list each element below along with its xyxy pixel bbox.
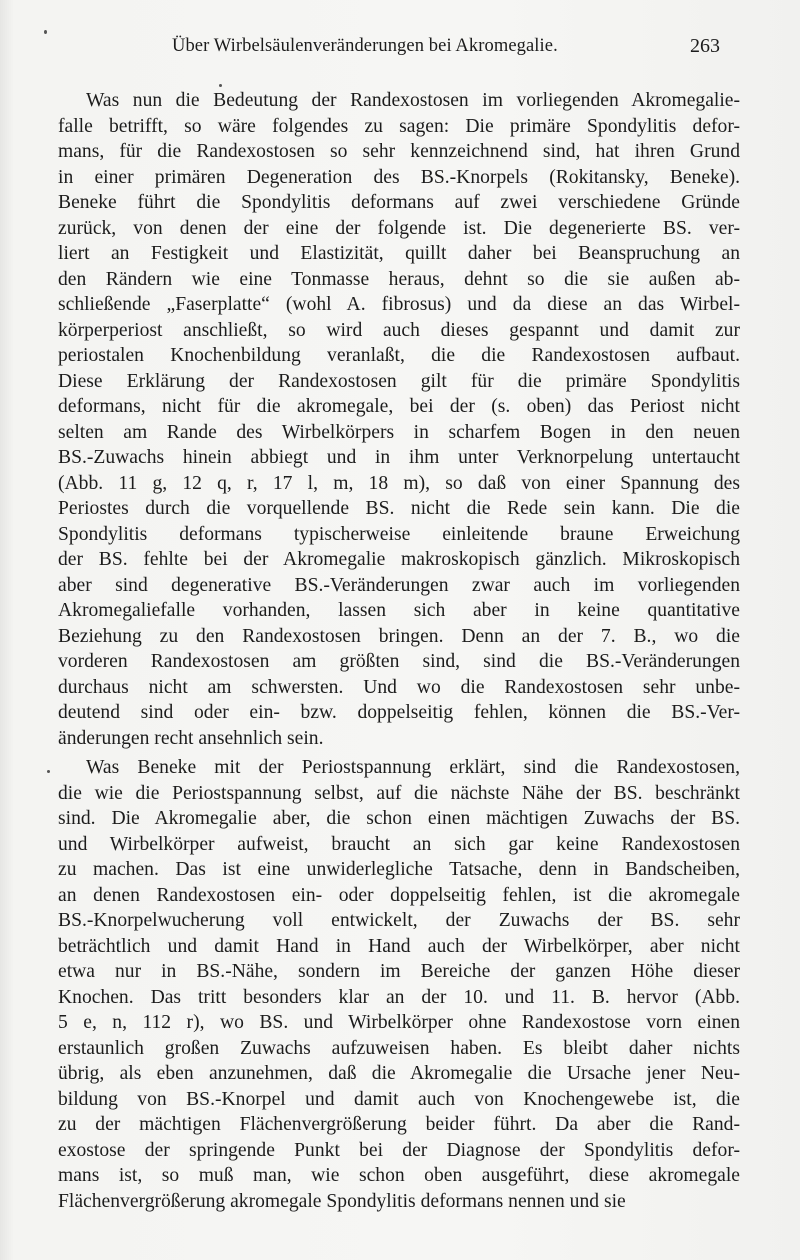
text-line: vorderen Randexostosen am größten sind, sind die BS.-Veränderungen — [58, 651, 740, 672]
text-line: liert an Festigkeit und Elastizität, quillt daher bei Beanspruchung an — [58, 243, 740, 264]
text-line: BS.-Zuwachs hinein abbiegt und in ihm unter Verknorpelung untertaucht — [58, 447, 740, 468]
text-line: deformans, nicht für die akromegale, bei der (s. oben) das Periost nicht — [58, 396, 740, 417]
text-line: schließende „Faserplatte“ (wohl A. fibrosus) und da diese an das Wirbel- — [58, 294, 740, 315]
text-line: die wie die Periostspannung selbst, auf die nächste Nähe der BS. beschränkt — [58, 782, 740, 804]
text-line: Was nun die Bedeutung der Randexostosen im vorliegenden Akromegalie- — [86, 90, 740, 111]
text-line: Diese Erklärung der Randexostosen gilt für die primäre Spondylitis — [58, 370, 740, 392]
ink-speck — [44, 30, 47, 34]
text-line: Periostes durch die vorquellende BS. nicht die Rede sein kann. Die die — [58, 498, 740, 519]
text-line: sind. Die Akromegalie aber, die schon einen mächtigen Zuwachs der BS. — [58, 808, 740, 829]
text-line: (Abb. 11 g, 12 q, r, 17 l, m, 18 m), so daß von einer Spannung des — [58, 472, 740, 494]
text-line: mans, für die Randexostosen so sehr kennzeichnend sind, hat ihren Grund — [58, 141, 740, 162]
text-line: Beziehung zu den Randexostosen bringen. Denn an der 7. B., wo die — [58, 625, 740, 647]
text-line: den Rändern wie eine Tonmasse heraus, dehnt so die sie außen ab- — [58, 268, 740, 290]
text-line: übrig, als eben anzunehmen, daß die Akromegalie die Ursache jener Neu- — [58, 1063, 740, 1084]
text-line: durchaus nicht am schwersten. Und wo die Randexostosen sehr unbe- — [58, 676, 740, 698]
text-line: an denen Randexostosen ein- oder doppelseitig fehlen, ist die akromegale — [58, 884, 740, 906]
body-text — [58, 88, 740, 1214]
page-number: 263 — [690, 35, 720, 57]
text-line: Akromegaliefalle vorhanden, lassen sich aber in keine quantitative — [58, 600, 740, 621]
text-line: änderungen recht ansehnlich sein. — [58, 727, 324, 749]
text-line: Knochen. Das tritt besonders klar an der 10. und 11. B. hervor (Abb. — [58, 986, 740, 1008]
text-line: beträchtlich und damit Hand in Hand auch der Wirbelkörper, aber nicht — [58, 935, 740, 957]
text-line: erstaunlich großen Zuwachs aufzuweisen haben. Es bleibt daher nichts — [58, 1037, 740, 1059]
page-header — [0, 36, 800, 66]
text-line: deutend sind oder ein- bzw. doppelseitig fehlen, können die BS.-Ver- — [58, 702, 740, 723]
running-title: Über Wirbelsäulenveränderungen bei Akromegalie. — [172, 36, 558, 56]
text-line: bildung von BS.-Knorpel und damit auch von Knochengewebe ist, die — [58, 1088, 740, 1110]
text-line: Was Beneke mit der Periostspannung erklärt, sind die Randexostosen, — [86, 757, 740, 778]
paragraph-2 — [58, 755, 740, 1214]
text-line: in einer primären Degeneration des BS.-Knorpels (Rokitansky, Beneke). — [58, 166, 740, 188]
text-line: Beneke führt die Spondylitis deformans auf zwei verschiedene Gründe — [58, 192, 740, 213]
paragraph-1 — [58, 88, 740, 751]
ink-speck — [47, 770, 50, 773]
text-line: körperperiost anschließt, so wird auch dieses gespannt und damit zur — [58, 319, 740, 341]
text-line: 5 e, n, 112 r), wo BS. und Wirbelkörper ohne Randexostose vorn einen — [58, 1012, 740, 1033]
text-line: zurück, von denen der eine der folgende ist. Die degenerierte BS. ver- — [58, 217, 740, 239]
text-line: selten am Rande des Wirbelkörpers in scharfem Bogen in den neuen — [58, 421, 740, 443]
text-line: mans ist, so muß man, wie schon oben ausgeführt, diese akromegale — [58, 1165, 740, 1186]
text-line: zu der mächtigen Flächenvergrößerung beider führt. Da aber die Rand- — [58, 1114, 740, 1135]
text-line: etwa nur in BS.-Nähe, sondern im Bereiche der ganzen Höhe dieser — [58, 961, 740, 982]
text-line: exostose der springende Punkt bei der Diagnose der Spondylitis defor- — [58, 1139, 740, 1161]
text-line: der BS. fehlte bei der Akromegalie makroskopisch gänzlich. Mikroskopisch — [58, 549, 740, 570]
text-line: Spondylitis deformans typischerweise einleitende braune Erweichung — [58, 523, 740, 545]
ink-speck — [219, 84, 222, 87]
text-line: zu machen. Das ist eine unwiderlegliche Tatsache, denn in Bandscheiben, — [58, 859, 740, 880]
text-line: aber sind degenerative BS.-Veränderungen zwar auch im vorliegenden — [58, 574, 740, 596]
text-line: und Wirbelkörper aufweist, braucht an sich gar keine Randexostosen — [58, 833, 740, 855]
text-line: BS.-Knorpelwucherung voll entwickelt, der Zuwachs der BS. sehr — [58, 910, 740, 931]
text-line: periostalen Knochenbildung veranlaßt, die die Randexostosen aufbaut. — [58, 345, 740, 366]
text-line: Flächenvergrößerung akromegale Spondylitis deformans nennen und sie — [58, 1190, 626, 1212]
text-line: falle betrifft, so wäre folgendes zu sagen: Die primäre Spondylitis defor- — [58, 115, 740, 137]
